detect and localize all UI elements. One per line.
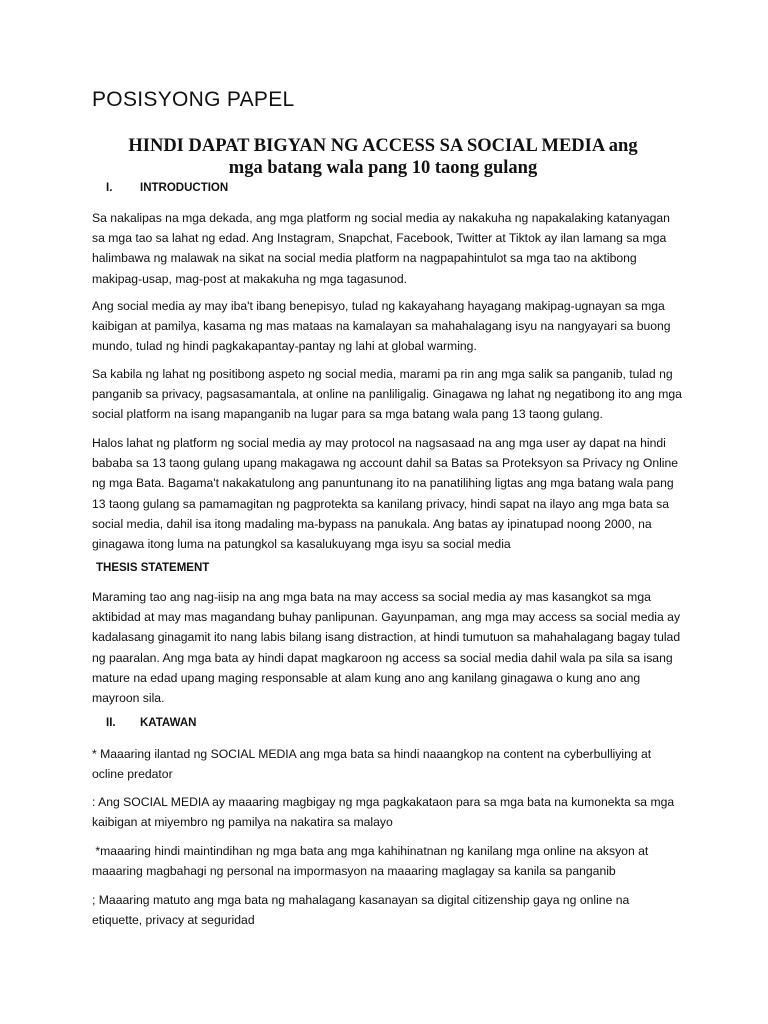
section-label: INTRODUCTION (140, 182, 229, 194)
paragraph-2: Ang social media ay may iba't ibang benepisyo, tulad ng kakayahang hayagang makipag-ugnayan sa mga kaibigan at pamilya, kasama ng mas mataas na kamalayan sa mahahalagang isyu na nangyayari sa buong mundo, tulad ng hindi pagkakapantay-pantay ng lahi at global warming. (92, 299, 671, 354)
section-number: I. (106, 182, 113, 194)
paragraph-6: * Maaaring ilantad ng SOCIAL MEDIA ang mga bata sa hindi naaangkop na content na cyberbulliying at ocline predator (92, 747, 652, 782)
section-heading-introduction (106, 182, 228, 194)
paragraph-1: Sa nakalipas na mga dekada, ang mga platform ng social media ay nakakuha ng napakalaking katanyagan sa mga tao sa lahat ng edad. Ang Instagram, Snapchat, Facebook, Twitter at Tiktok ay ilan lamang sa mga halimbawa ng malawak na sikat na social media platform na nagpapahintulot sa mga tao na aktibong makipag-usap, mag-post at makakuha ng mga tagasunod. (92, 211, 670, 286)
document-type-heading: POSISYONG PAPEL (92, 88, 295, 111)
paragraph-8: *maaaring hindi maintindihan ng mga bata ang mga kahihinatnan ng kanilang mga online na aksyon at maaaring magbahagi ng personal na impormasyon na maaaring maglagay sa kanila sa panganib (92, 844, 652, 879)
section-number: II. (106, 717, 116, 729)
title-line-1: HINDI DAPAT BIGYAN NG ACCESS SA SOCIAL MEDIA ang (128, 136, 638, 156)
title-line-2: mga batang wala pang 10 taong gulang (228, 158, 538, 178)
paragraph-4: Halos lahat ng platform ng social media ay may protocol na nagsasaad na ang mga user ay dapat na hindi bababa sa 13 taong gulang upang makagawa ng account dahil sa Batas sa Proteksyon sa Privacy ng Online ng mga Bata. Bagama't nakakatulong ang panuntunang ito na panatilihing ligtas ang mga batang wala pang 13 taong gulang sa pamamagitan ng pagprotekta sa kanilang privacy, hindi sapat na ilayo ang mga bata sa social media, dahil isa itong madaling ma-bypass na panukala. Ang batas ay ipinatupad noong 2000, na ginagawa itong luma na patungkol sa kasalukuyang mga isyu sa social media (92, 436, 679, 552)
section-heading-thesis: THESIS STATEMENT (96, 562, 210, 574)
paragraph-9: ; Maaaring matuto ang mga bata ng mahalagang kasanayan sa digital citizenship gaya ng online na etiquette, privacy at seguridad (92, 893, 630, 928)
section-heading-katawan (106, 717, 196, 729)
document-title (80, 135, 686, 179)
section-label: KATAWAN (140, 717, 197, 729)
paragraph-7: : Ang SOCIAL MEDIA ay maaaring magbigay ng mga pagkakataon para sa mga bata na kumonekta sa mga kaibigan at miyembro ng pamilya na nakatira sa malayo (92, 795, 675, 830)
paragraph-5: Maraming tao ang nag-iisip na ang mga bata na may access sa social media ay mas kasangkot sa mga aktibidad at may mas magandang buhay panlipunan. Gayunpaman, ang mga may access sa social media ay kadalasang ginagamit ito nang labis bilang isang distraction, at hindi tumutuon sa mahahalagang bagay tulad ng paaralan. Ang mga bata ay hindi dapat magkaroon ng access sa social media dahil wala pa sila sa isang mature na edad upang maging responsable at alam kung ano ang kanilang ginagawa o kung ano ang mayroon sila. (92, 590, 681, 706)
paragraph-3: Sa kabila ng lahat ng positibong aspeto ng social media, marami pa rin ang mga salik sa panganib, tulad ng panganib sa privacy, pagsasamantala, at online na panliligalig. Ginagawa ng lahat ng negatibong ito ang mga social platform na isang mapanganib na lugar para sa mga batang wala pang 13 taong gulang. (92, 367, 682, 422)
